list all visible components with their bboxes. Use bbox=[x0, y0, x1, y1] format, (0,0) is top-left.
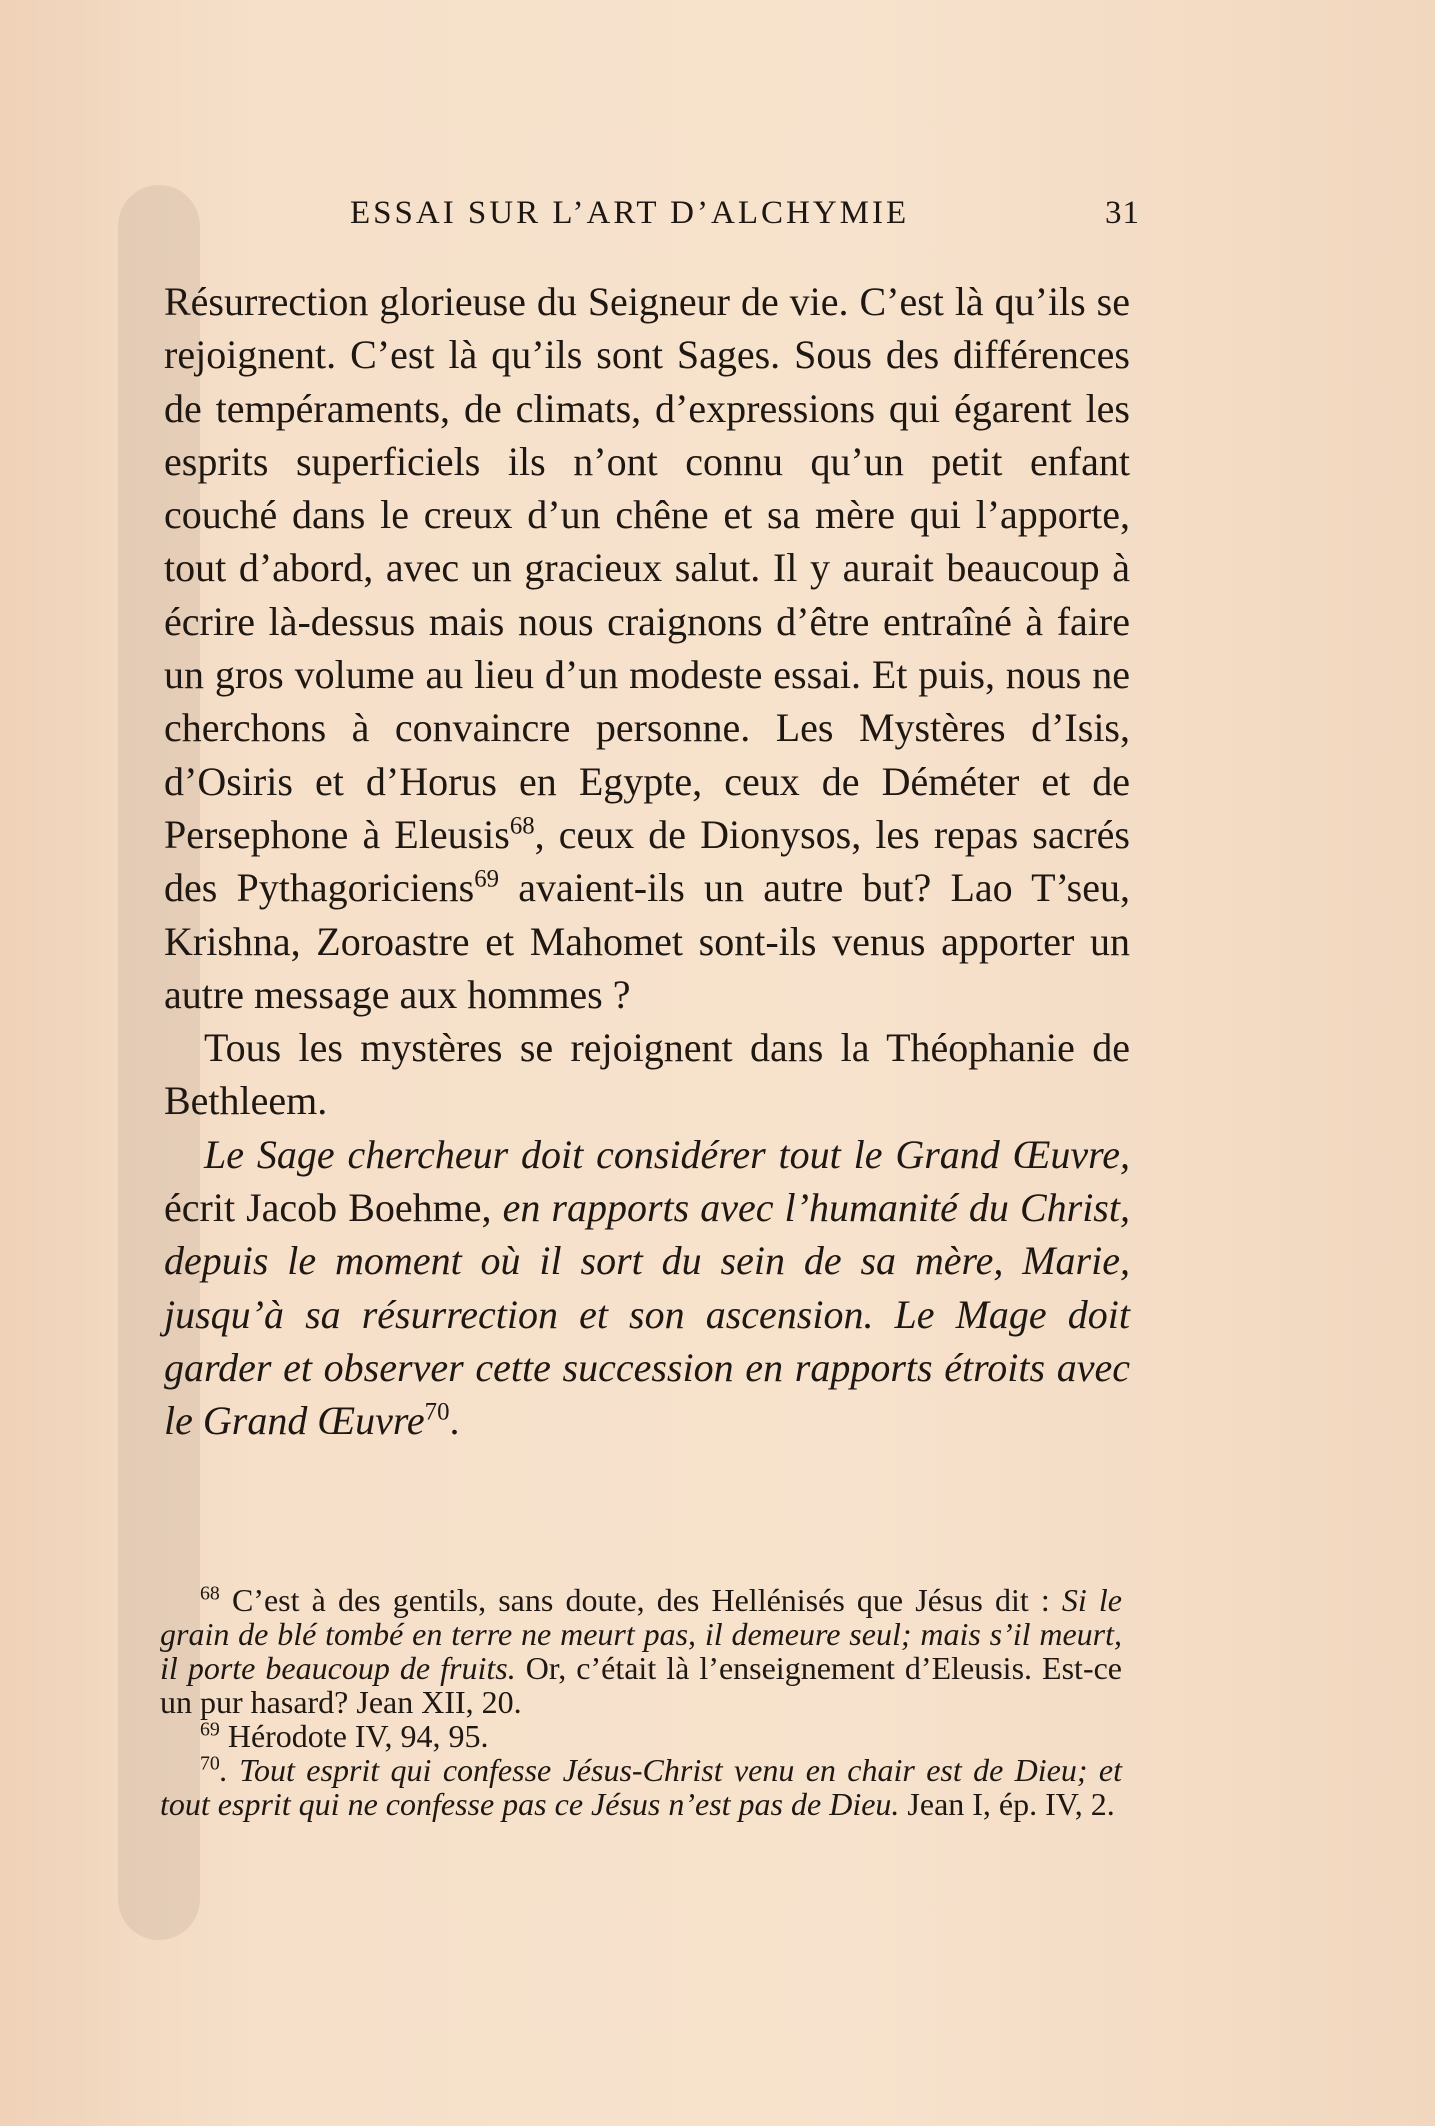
footnote-70 bbox=[160, 1753, 1122, 1821]
footnote-69-text: Hérodote IV, 94, 95. bbox=[219, 1718, 489, 1754]
quote-paragraph bbox=[164, 1128, 1130, 1448]
quote-part-a: Le Sage chercheur doit considérer tout le Grand Œuvre, bbox=[204, 1131, 1130, 1177]
footnote-70-quote: . Tout esprit qui confesse Jésus-Christ venu en chair est de Dieu; et tout esprit qui ne confesse pas ce Jésus n’est pas de Dieu. bbox=[160, 1752, 1122, 1822]
footnote-68-quote: Si le grain de blé tombé en terre ne meurt pas, il demeure seul; mais s’il meurt, il porte beaucoup de fruits. bbox=[160, 1582, 1123, 1686]
footnote-68 bbox=[160, 1583, 1122, 1719]
footnote-68-text-c: Or, c’était là l’enseignement d’Eleusis. Est-ce un pur hasard? Jean XII, 20. bbox=[160, 1650, 1123, 1720]
running-title: ESSAI SUR L’ART D’ALCHYMIE bbox=[350, 195, 910, 231]
paragraph-2: Tous les mystères se rejoignent dans la Théophanie de Bethleem. bbox=[164, 1025, 1130, 1124]
paragraph-1-part-a: Résurrection glorieuse du Seigneur de vie. C’est là qu’ils se rejoignent. C’est là qu’ils sont Sages. Sous des différences de tempéraments, de climats, d’expressions qui égarent les esprits superficiels ils n’ont connu qu’un petit enfant couché dans le creux d’un chêne et sa mère qui l’apporte, tout d’abord, avec un gracieux salut. Il y aurait beaucoup à écrire là-dessus mais nous craignons d’être entraîné à faire un gros volume au lieu d’un modeste essai. Et puis, nous ne cherchons à convaincre personne. Les Mystères d’Isis, d’Osiris et d’Horus en Egypte, ceux de Déméter et de Persephone à Eleusis bbox=[164, 279, 1130, 857]
quote-attribution: écrit Jacob Boehme, bbox=[164, 1185, 503, 1231]
footnote-ref-69: 69 bbox=[474, 865, 500, 893]
footnote-69 bbox=[160, 1719, 1122, 1753]
footnotes bbox=[160, 1583, 1122, 1821]
quote-end: . bbox=[449, 1398, 460, 1444]
footnote-70-number: 70 bbox=[200, 1752, 220, 1775]
footnote-69-number: 69 bbox=[200, 1718, 220, 1741]
footnote-ref-70: 70 bbox=[424, 1398, 450, 1426]
paragraph-1 bbox=[164, 275, 1130, 1021]
footnote-68-number: 68 bbox=[200, 1582, 220, 1605]
quote-part-c: en rapports avec l’humanité du Christ, depuis le moment où il sort du sein de sa mère, Marie, jusqu’à sa résurrection et son ascension. Le Mage doit garder et observer cette succession en rapports étroits avec le Grand Œuvre bbox=[164, 1185, 1130, 1444]
footnote-68-text-a: C’est à des gentils, sans doute, des Hellénisés que Jésus dit : bbox=[219, 1582, 1062, 1618]
footnote-ref-68: 68 bbox=[509, 812, 535, 840]
footnote-70-source: Jean I, ép. IV, 2. bbox=[899, 1786, 1115, 1822]
main-text bbox=[164, 275, 1130, 1448]
paragraph-1-part-c: avaient-ils un autre but? Lao T’seu, Krishna, Zoroastre et Mahomet sont-ils venus apporter un autre message aux hommes ? bbox=[164, 865, 1130, 1017]
paragraph-1-part-b: , ceux de Dionysos, les repas sacrés des Pythagoriciens bbox=[164, 811, 1130, 911]
page-number: 31 bbox=[1105, 195, 1140, 231]
